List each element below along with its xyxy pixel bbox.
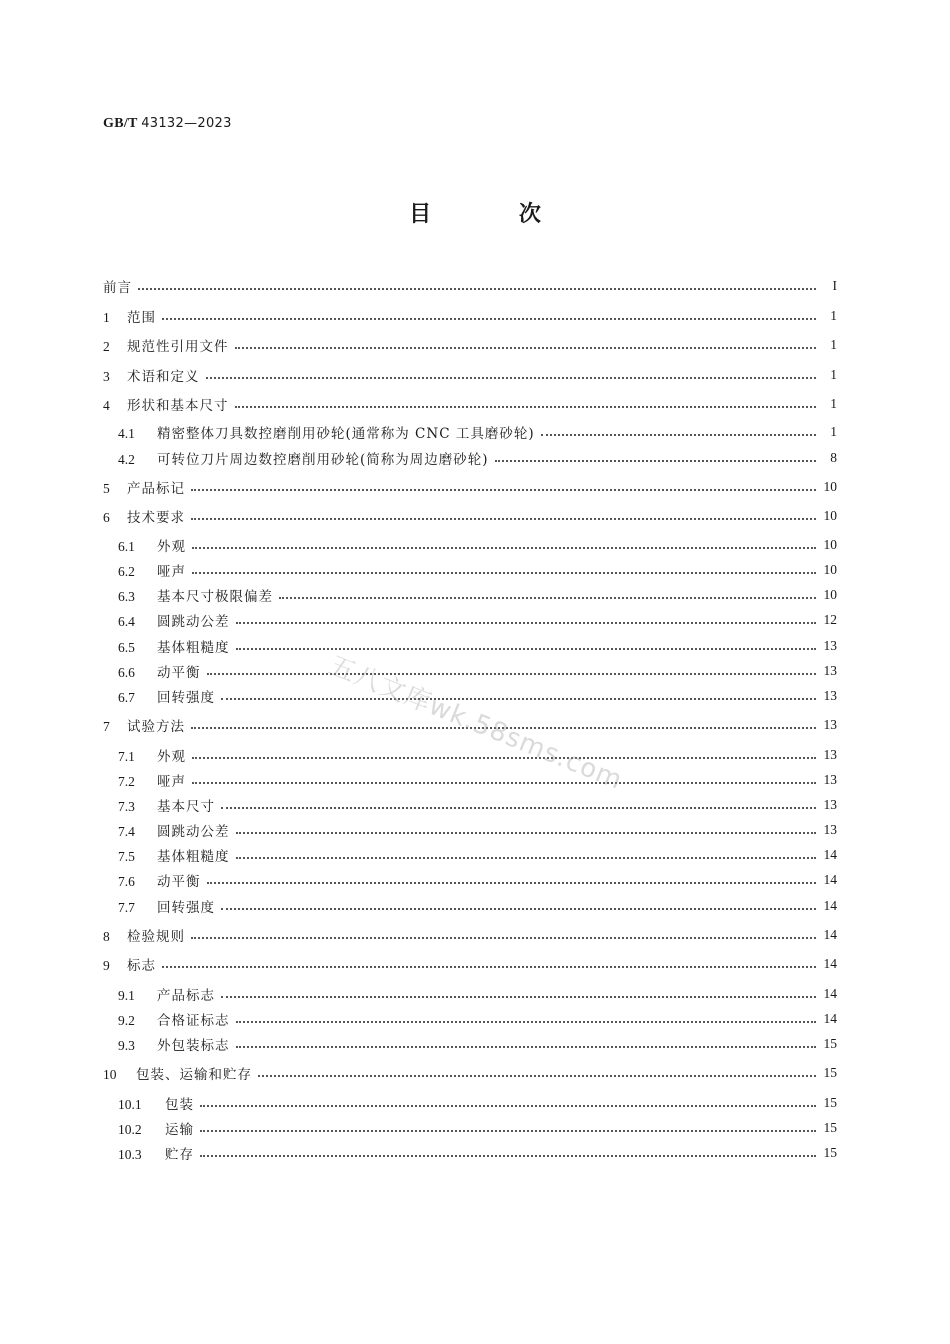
toc-entry-heading [103,1063,252,1083]
toc-entry-page: 1 [830,424,837,439]
toc-leader-dots [207,882,817,884]
toc-entry-label: 外观 [157,749,186,765]
toc-entry-label: 术语和定义 [127,369,200,385]
toc-entry-page: 15 [823,1065,837,1080]
toc-entry-page: 15 [823,1145,837,1160]
toc-leader-dots [191,489,816,491]
toc-entry[interactable] [118,534,837,556]
toc-entry[interactable] [118,447,837,469]
toc-entry-label: 回转强度 [157,900,215,916]
toc-entry-label: 产品标记 [127,481,185,497]
toc-entry-number: 3 [103,369,110,384]
toc-entry-number: 7.3 [118,799,135,814]
toc-entry[interactable] [118,1142,837,1164]
toc-entry-label: 技术要求 [127,510,185,526]
toc-entry-number: 9 [103,958,110,973]
toc-entry-number: 10.3 [118,1147,142,1162]
toc-entry-page: 13 [823,717,837,732]
toc-entry[interactable] [118,559,837,581]
toc-entry-page: 10 [823,587,837,602]
toc-entry-number: 6.5 [118,640,135,655]
toc-entry-page: 15 [823,1120,837,1135]
toc-leader-dots [192,782,816,784]
toc-entry-heading [118,422,535,442]
toc-entry-label: 范围 [127,310,156,326]
toc-leader-dots [221,908,816,910]
toc-entry-page: 13 [823,663,837,678]
toc-entry-page: 1 [830,396,837,411]
toc-entry-label: 试验方法 [127,719,185,735]
toc-entry-label: 基体粗糙度 [157,849,230,865]
toc-entry-heading [118,585,273,605]
toc-entry-heading [118,845,230,865]
toc-entry-number: 6.3 [118,589,135,604]
toc-entry-number: 7.5 [118,849,135,864]
toc-entry-label: 合格证标志 [157,1013,230,1029]
toc-entry[interactable] [103,393,837,415]
toc-entry-label: 圆跳动公差 [157,614,230,630]
toc-entry-label: 形状和基本尺寸 [127,398,229,414]
toc-entry-label: 基本尺寸 [157,799,215,815]
toc-entry[interactable] [118,609,837,631]
toc-entry-number: 6.6 [118,665,135,680]
toc-entry-number: 6.7 [118,690,135,705]
toc-entry-page: 13 [823,772,837,787]
toc-leader-dots [191,518,816,520]
toc-entry-heading [103,365,200,385]
toc-entry-page: 14 [823,872,837,887]
toc-entry[interactable] [118,819,837,841]
toc-entry-page: 10 [823,537,837,552]
watermark: 五八文库wk.58sms.com [324,650,627,796]
toc-entry-page: I [832,278,837,293]
toc-leader-dots [541,434,816,436]
toc-entry-heading [118,745,186,765]
toc-entry-number: 9.3 [118,1038,135,1053]
toc-leader-dots [258,1075,816,1077]
toc-entry-heading [118,535,186,555]
toc-leader-dots [162,966,816,968]
toc-entry-label: 外包装标志 [157,1038,230,1054]
toc-entry-heading [103,335,229,355]
toc-leader-dots [495,460,816,462]
toc-entry[interactable] [103,476,837,498]
toc-entry-number: 7.1 [118,749,135,764]
toc-entry-heading [118,1034,230,1054]
standard-number: 43132—2023 [141,116,232,131]
toc-leader-dots [221,807,816,809]
toc-entry[interactable] [118,584,837,606]
toc-leader-dots [200,1155,816,1157]
toc-entry-heading [103,925,185,945]
toc-entry-page: 8 [830,450,837,465]
toc-leader-dots [192,757,816,759]
toc-entry-number: 7.2 [118,774,135,789]
toc-entry[interactable] [103,305,837,327]
toc-entry-page: 13 [823,638,837,653]
toc-entry-number: 10 [103,1067,117,1082]
toc-entry-heading [118,870,201,890]
toc-entry[interactable] [118,869,837,891]
toc-entry-page: 14 [823,847,837,862]
toc-entry-label: 哑声 [157,564,186,580]
toc-entry-heading [103,715,185,735]
toc-entry[interactable] [118,1008,837,1030]
toc-entry-page: 10 [823,508,837,523]
toc-entry-number: 7.4 [118,824,135,839]
toc-leader-dots [235,406,817,408]
toc-entry-heading [118,448,489,468]
toc-entry[interactable] [118,1033,837,1055]
toc-entry[interactable] [118,635,837,657]
toc-entry-page: 1 [830,367,837,382]
toc-entry-label: 产品标志 [157,988,215,1004]
toc-entry-number: 1 [103,310,110,325]
toc-entry-heading [118,770,186,790]
toc-leader-dots [221,996,816,998]
toc-leader-dots [206,377,817,379]
toc-leader-dots [221,698,816,700]
toc-entry-heading [118,1093,194,1113]
toc-entry-label: 检验规则 [127,929,185,945]
toc-entry[interactable] [118,983,837,1005]
toc-entry-page: 14 [823,956,837,971]
toc-entry-label: 规范性引用文件 [127,339,229,355]
toc-leader-dots [191,937,816,939]
toc-entry-heading [103,276,132,296]
toc-entry-number: 7.6 [118,874,135,889]
toc-entry[interactable] [118,1117,837,1139]
toc-entry[interactable] [103,924,837,946]
toc-entry-page: 14 [823,927,837,942]
toc-entry-number: 6 [103,510,110,525]
toc-entry-page: 10 [823,562,837,577]
toc-entry-label: 基本尺寸极限偏差 [157,589,273,605]
toc-entry-label: 基体粗糙度 [157,640,230,656]
toc-leader-dots [200,1105,816,1107]
toc-entry-heading [118,1009,230,1029]
toc-entry-heading [118,984,215,1004]
toc-leader-dots [236,648,817,650]
toc-entry-page: 15 [823,1095,837,1110]
toc-entry-label: 外观 [157,539,186,555]
toc-entry-heading [118,1118,194,1138]
toc-entry-number: 10.2 [118,1122,142,1137]
toc-leader-dots [207,673,817,675]
toc-leader-dots [192,572,816,574]
toc-entry-label: 运输 [165,1122,194,1138]
toc-entry-heading [118,636,230,656]
toc-entry[interactable] [118,421,837,443]
toc-leader-dots [162,318,816,320]
toc-entry-number: 8 [103,929,110,944]
toc-entry-number: 5 [103,481,110,496]
toc-entry-heading [103,477,185,497]
toc-entry-page: 13 [823,822,837,837]
toc-entry-number: 6.1 [118,539,135,554]
toc-entry[interactable] [103,275,837,297]
toc-entry-label: 圆跳动公差 [157,824,230,840]
toc-entry-page: 12 [823,612,837,627]
toc-entry-label: 精密整体刀具数控磨削用砂轮(通常称为 CNC 工具磨砂轮) [157,426,535,442]
standard-prefix: GB/T [103,116,138,131]
toc-entry-page: 1 [830,337,837,352]
toc-entry-number: 6.4 [118,614,135,629]
toc-entry-label: 动平衡 [157,665,201,681]
toc-entry[interactable] [103,334,837,356]
toc-entry[interactable] [103,364,837,386]
toc-entry-number: 9.1 [118,988,135,1003]
toc-entry-number: 9.2 [118,1013,135,1028]
toc-leader-dots [236,832,817,834]
toc-entry-page: 14 [823,986,837,1001]
toc-entry[interactable] [118,844,837,866]
toc-entry-number: 7 [103,719,110,734]
toc-entry-number: 2 [103,339,110,354]
toc-entry-page: 13 [823,747,837,762]
toc-entry-heading [118,610,230,630]
toc-entry-page: 13 [823,688,837,703]
toc-entry-page: 13 [823,797,837,812]
toc-entry[interactable] [118,794,837,816]
toc-entry-number: 10.1 [118,1097,142,1112]
toc-entry[interactable] [103,505,837,527]
toc-entry[interactable] [103,953,837,975]
toc-entry-number: 4 [103,398,110,413]
toc-entry-heading [118,661,201,681]
toc-entry[interactable] [118,1092,837,1114]
toc-entry-number: 4.2 [118,452,135,467]
toc-entry-heading [103,954,156,974]
toc-entry-heading [118,795,215,815]
toc-entry[interactable] [118,769,837,791]
toc-leader-dots [138,288,816,290]
toc-entry-heading [118,896,215,916]
toc-entry-page: 14 [823,1011,837,1026]
toc-entry-heading [103,394,229,414]
toc-entry[interactable] [118,744,837,766]
toc-entry-label: 回转强度 [157,690,215,706]
toc-entry-page: 1 [830,308,837,323]
toc-entry-heading [103,506,185,526]
toc-leader-dots [236,1021,817,1023]
toc-entry-number: 6.2 [118,564,135,579]
toc-entry-number: 7.7 [118,900,135,915]
toc-entry-page: 10 [823,479,837,494]
toc-leader-dots [235,347,817,349]
toc-entry-heading [118,686,215,706]
toc-entry-label: 包装 [165,1097,194,1113]
toc-entry-page: 15 [823,1036,837,1051]
toc-entry-heading [103,306,156,326]
toc-entry-number: 4.1 [118,426,135,441]
toc-leader-dots [236,622,817,624]
toc-entry-heading [118,1143,194,1163]
toc-entry-label: 贮存 [165,1147,194,1163]
toc-entry[interactable] [118,660,837,682]
toc-leader-dots [279,597,816,599]
page-title: 目 次 [409,202,581,227]
toc-entry[interactable] [118,895,837,917]
toc-leader-dots [236,857,817,859]
toc-entry-heading [118,560,186,580]
toc-entry-label: 前言 [103,280,132,296]
toc-entry-label: 动平衡 [157,874,201,890]
toc-entry-label: 标志 [127,958,156,974]
toc-leader-dots [200,1130,816,1132]
toc-leader-dots [236,1046,817,1048]
toc-entry[interactable] [103,1062,837,1084]
toc-entry-label: 可转位刀片周边数控磨削用砂轮(简称为周边磨砂轮) [157,452,489,468]
standard-code [103,116,232,132]
toc-entry-label: 哑声 [157,774,186,790]
toc-leader-dots [192,547,816,549]
toc-entry-label: 包装、运输和贮存 [136,1067,252,1083]
toc-entry-heading [118,820,230,840]
toc-entry-page: 14 [823,898,837,913]
